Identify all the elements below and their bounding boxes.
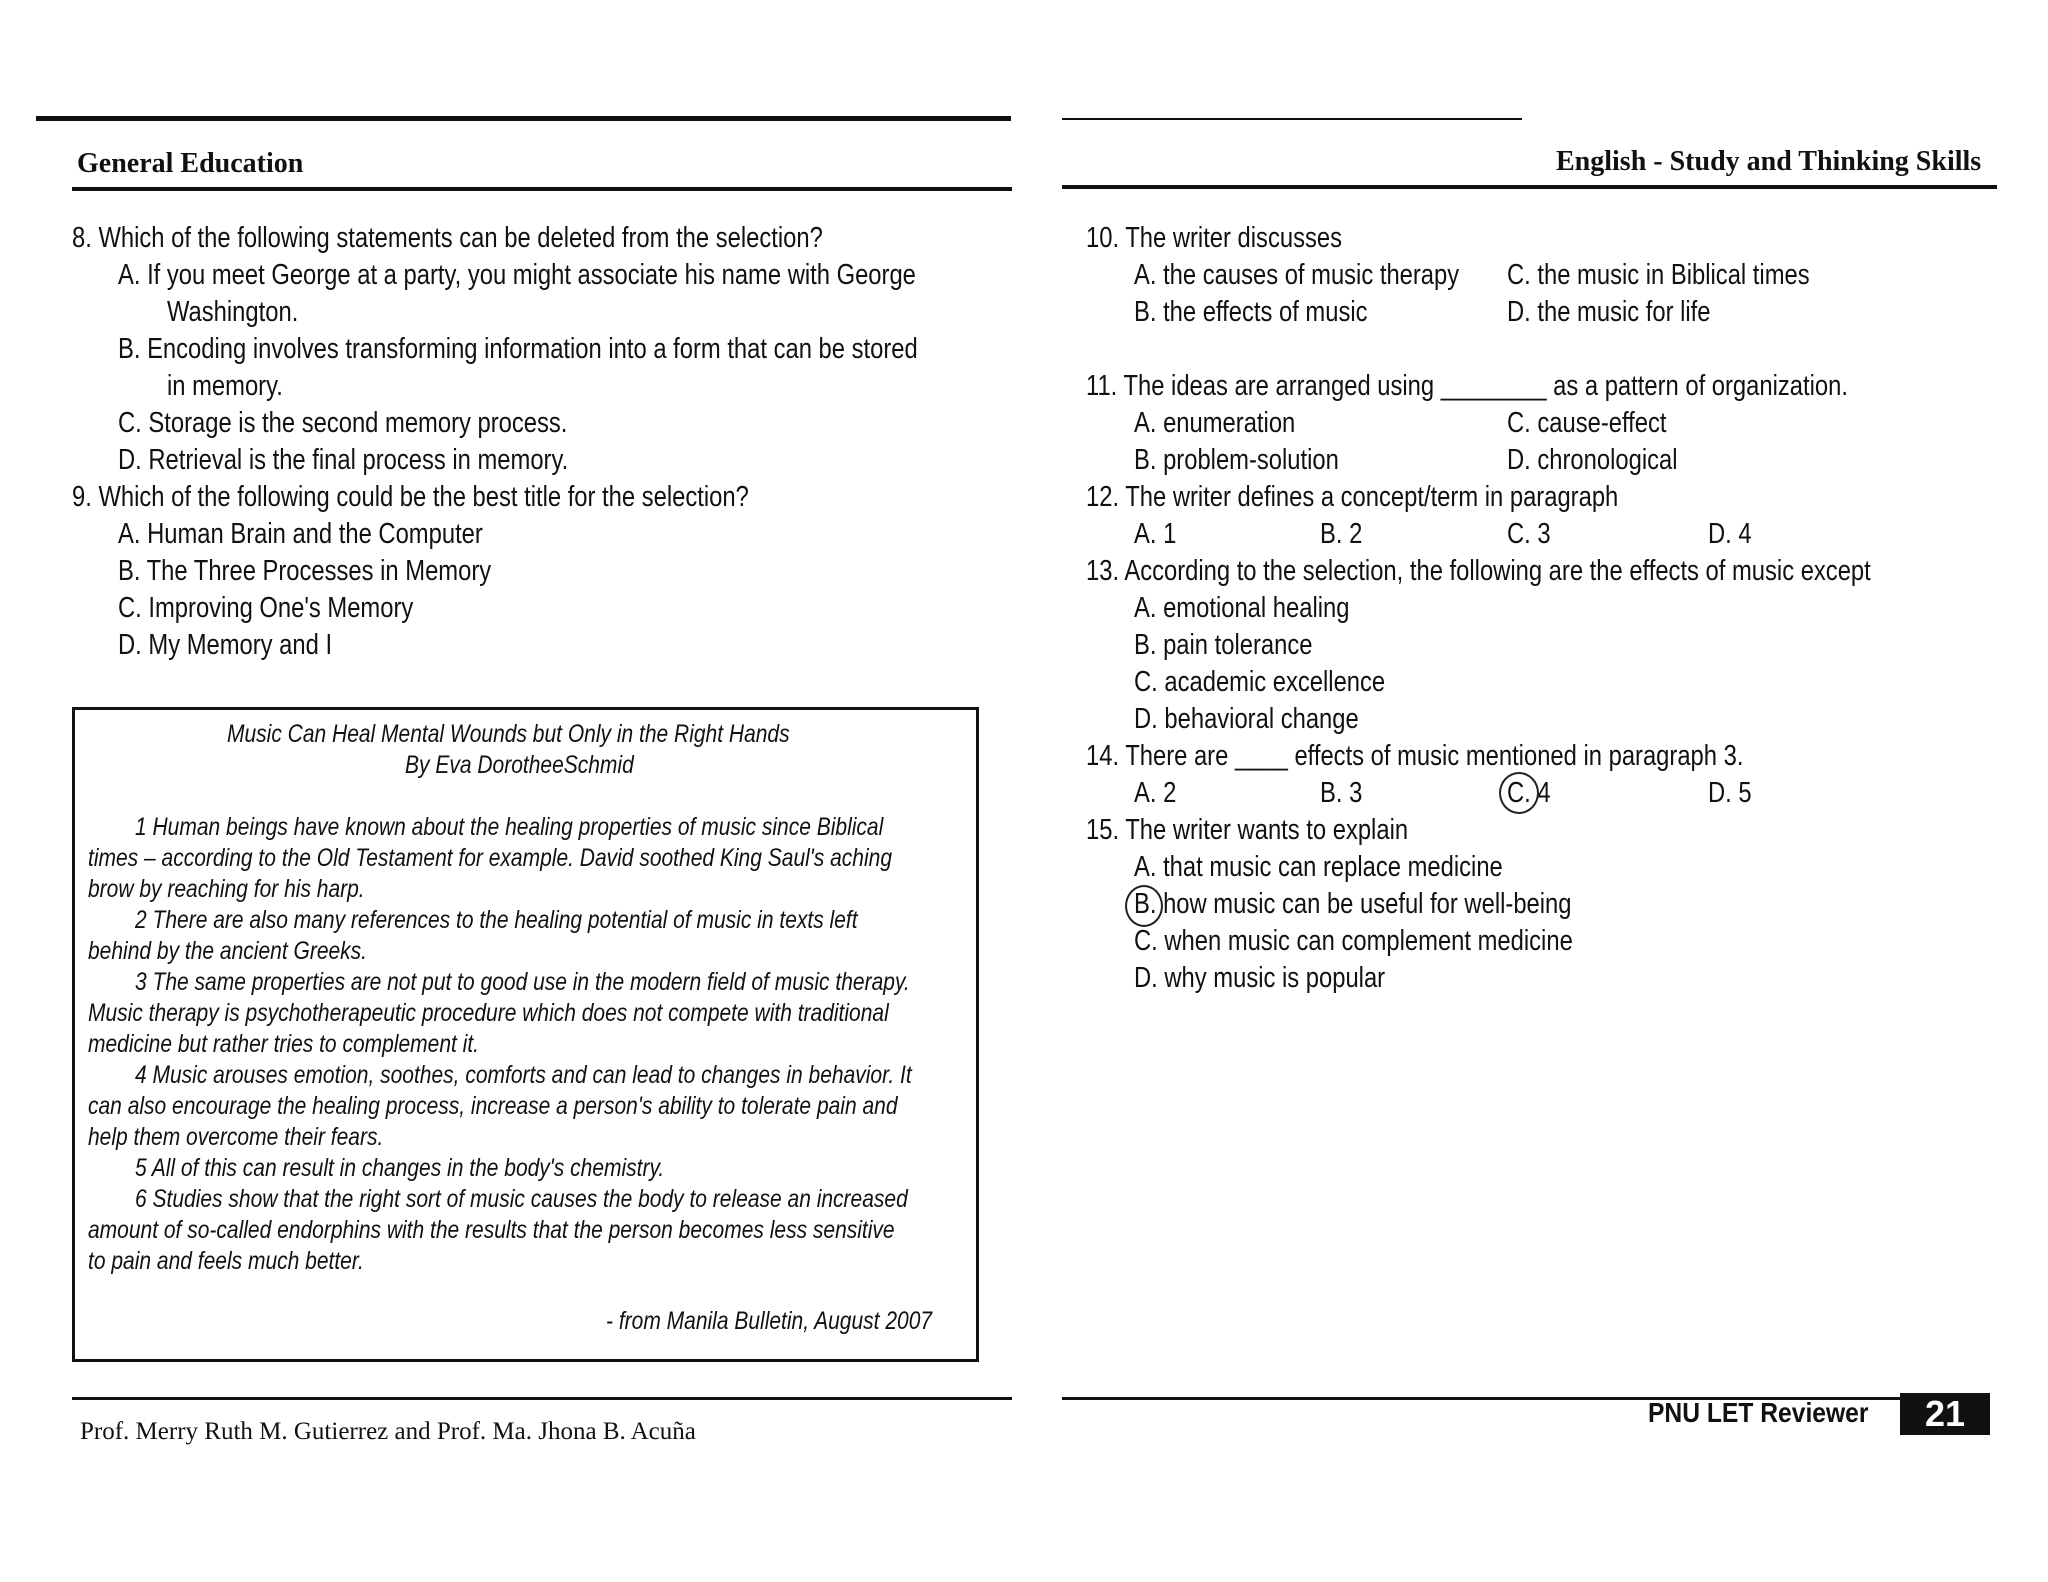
passage-line: help them overcome their fears. <box>88 1123 384 1151</box>
passage-line: can also encourage the healing process, increase a person's ability to tolerate pain and <box>88 1092 898 1120</box>
q14-stem: 14. There are ____ effects of music mentioned in paragraph 3. <box>1086 740 1744 772</box>
header-right: English - Study and Thinking Skills <box>1556 146 1982 177</box>
q11-option-c: C. cause-effect <box>1507 407 1667 439</box>
passage-line: 2 There are also many references to the healing potential of music in texts left <box>135 906 858 934</box>
q14-option-a: A. 2 <box>1134 777 1177 809</box>
passage-line: 6 Studies show that the right sort of music causes the body to release an increased <box>135 1185 908 1213</box>
q13-option-b: B. pain tolerance <box>1134 629 1313 661</box>
q11-option-d: D. chronological <box>1507 444 1678 476</box>
q14-option-c: C. 4 <box>1507 777 1551 809</box>
passage-byline: By Eva DorotheeSchmid <box>405 751 634 779</box>
q9-stem: 9. Which of the following could be the best title for the selection? <box>72 481 749 513</box>
q9-option-d: D. My Memory and I <box>118 629 333 661</box>
q12-stem: 12. The writer defines a concept/term in paragraph <box>1086 481 1619 513</box>
q15-option-c: C. when music can complement medicine <box>1134 925 1573 957</box>
header-rule-right <box>1062 185 1997 189</box>
top-rule-left <box>36 116 1011 121</box>
q8-option-b: B. Encoding involves transforming information into a form that can be stored <box>118 333 918 365</box>
q12-option-d: D. 4 <box>1708 518 1752 550</box>
q12-option-a: A. 1 <box>1134 518 1177 550</box>
passage-source: - from Manila Bulletin, August 2007 <box>606 1307 933 1335</box>
q13-option-d: D. behavioral change <box>1134 703 1359 735</box>
q9-option-c: C. Improving One's Memory <box>118 592 414 624</box>
q9-option-b: B. The Three Processes in Memory <box>118 555 492 587</box>
q14-option-b: B. 3 <box>1320 777 1363 809</box>
q10-option-b: B. the effects of music <box>1134 296 1368 328</box>
q14-option-d: D. 5 <box>1708 777 1752 809</box>
q11-stem: 11. The ideas are arranged using ________ as a pattern of organization. <box>1086 370 1848 402</box>
passage-line: medicine but rather tries to complement it. <box>88 1030 480 1058</box>
passage-line: 4 Music arouses emotion, soothes, comforts and can lead to changes in behavior. It <box>135 1061 912 1089</box>
q9-option-a: A. Human Brain and the Computer <box>118 518 483 550</box>
passage-line: brow by reaching for his harp. <box>88 875 365 903</box>
q15-option-d: D. why music is popular <box>1134 962 1386 994</box>
footer-authors: Prof. Merry Ruth M. Gutierrez and Prof. Ma. Jhona B. Acuña <box>80 1418 696 1445</box>
q12-option-b: B. 2 <box>1320 518 1363 550</box>
q8-option-c: C. Storage is the second memory process. <box>118 407 568 439</box>
q8-stem: 8. Which of the following statements can be deleted from the selection? <box>72 222 823 254</box>
q15-option-b: B. how music can be useful for well-being <box>1134 888 1572 920</box>
passage-line: to pain and feels much better. <box>88 1247 364 1275</box>
page-number: 21 <box>1900 1393 1990 1435</box>
q11-option-a: A. enumeration <box>1134 407 1296 439</box>
q13-option-a: A. emotional healing <box>1134 592 1350 624</box>
q15-stem: 15. The writer wants to explain <box>1086 814 1409 846</box>
q15-option-a: A. that music can replace medicine <box>1134 851 1503 883</box>
answer-mark-circle <box>1125 885 1163 927</box>
header-left: General Education <box>77 148 304 179</box>
q11-option-b: B. problem-solution <box>1134 444 1339 476</box>
passage-line: 3 The same properties are not put to good use in the modern field of music therapy. <box>135 968 910 996</box>
q10-option-a: A. the causes of music therapy <box>1134 259 1460 291</box>
q13-stem: 13. According to the selection, the following are the effects of music except <box>1086 555 1871 587</box>
passage-line: 1 Human beings have known about the healing properties of music since Biblical <box>135 813 884 841</box>
q13-option-c: C. academic excellence <box>1134 666 1386 698</box>
passage-line: amount of so-called endorphins with the results that the person becomes less sensitive <box>88 1216 895 1244</box>
q8-option-b-cont: in memory. <box>167 370 283 402</box>
q8-option-a: A. If you meet George at a party, you might associate his name with George <box>118 259 916 291</box>
passage-line: 5 All of this can result in changes in the body's chemistry. <box>135 1154 665 1182</box>
passage-line: times – according to the Old Testament for example. David soothed King Saul's aching <box>88 844 893 872</box>
q10-option-c: C. the music in Biblical times <box>1507 259 1810 291</box>
footer-reviewer: PNU LET Reviewer <box>1648 1397 1869 1428</box>
q8-option-d: D. Retrieval is the final process in memory. <box>118 444 569 476</box>
q12-option-c: C. 3 <box>1507 518 1551 550</box>
passage-line: behind by the ancient Greeks. <box>88 937 368 965</box>
footer-rule-left <box>72 1397 1012 1400</box>
top-rule-right <box>1062 118 1522 120</box>
passage-title: Music Can Heal Mental Wounds but Only in the Right Hands <box>227 720 790 748</box>
q10-stem: 10. The writer discusses <box>1086 222 1342 254</box>
q10-option-d: D. the music for life <box>1507 296 1711 328</box>
passage-line: Music therapy is psychotherapeutic procedure which does not compete with traditional <box>88 999 889 1027</box>
answer-mark-circle <box>1499 772 1539 814</box>
q8-option-a-cont: Washington. <box>167 296 299 328</box>
header-rule-left <box>72 187 1012 191</box>
